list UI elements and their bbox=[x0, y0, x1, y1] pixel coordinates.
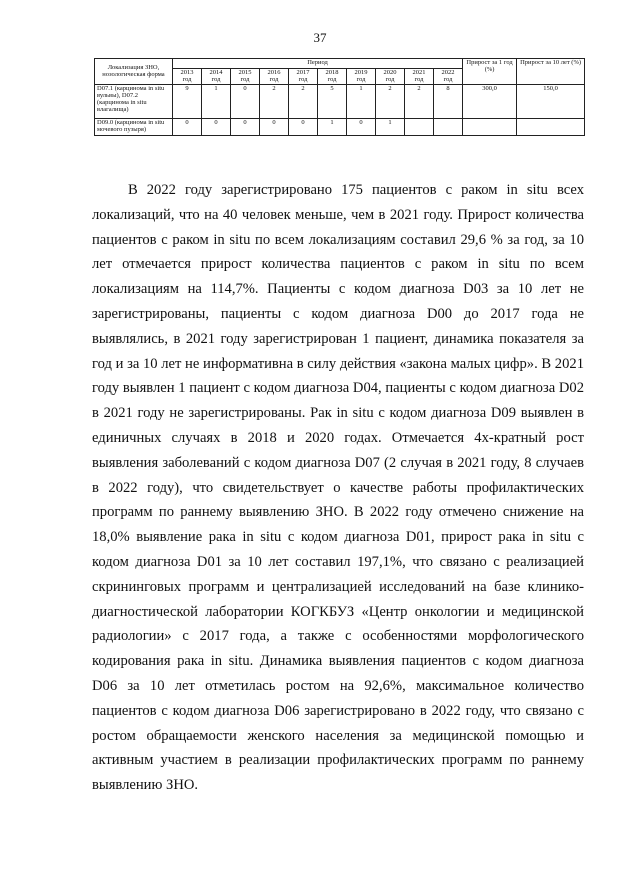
table-cell: 9 bbox=[173, 85, 202, 119]
paragraph: В 2022 году зарегистрировано 175 пациентов с раком in situ всех локализаций, что на 40 человек меньше, чем в 2021 году. Прирост количества пациентов с раком in situ по всем локализациям составил 29,6 % за год, за 10 лет отмечается прирост количества пациентов с раком in situ по всем локализациям на 114,7%. Пациенты с кодом диагноза D03 за 10 лет не зарегистрированы, пациенты с кодом диагноза D00 до 2017 года не выявлялись, в 2021 году зарегистрирован 1 пациент, динамика показателя за год и за 10 лет не информативна в силу действия «закона малых цифр». В 2021 году выявлен 1 пациент с кодом диагноза D04, пациенты с кодом диагноза D02 в 2021 году не зарегистрированы. Рак in situ с кодом диагноза D09 выявлен в единичных случаях в 2018 и 2020 годах. Отмечается 4х-кратный рост выявления заболеваний с кодом диагноза D07 (2 случая в 2021 году, 8 случаев в 2022 году), что свидетельствует о качестве работы профилактических программ по раннему выявлению ЗНО. В 2022 году отмечено снижение на 18,0% выявление рака in situ с кодом диагноза D01, прирост рака in situ с кодом диагноза D01 за 10 лет составил 197,1%, что связано с реализацией скрининговых программ и централизацией исследований на базе клинико-диагностической лаборатории КОГКБУЗ «Центр онкологии и медицинской радиологии» с 2017 года, а также с особенностями морфологического кодирования рака in situ. Динамика выявления пациентов с кодом диагноза D06 за 10 лет отметилась ростом на 92,6%, максимальное количество пациентов с кодом диагноза D06 зарегистрировано в 2022 году, что связано с ростом обращаемости женского населения за медицинской помощью и активным участием в реализации профилактических программ по раннему выявлению ЗНО. bbox=[92, 182, 584, 794]
growth-1y-cell bbox=[463, 119, 517, 136]
year-header: 2020 год bbox=[376, 68, 405, 85]
growth-10y-cell: 150,0 bbox=[517, 85, 585, 119]
year-header: 2013 год bbox=[173, 68, 202, 85]
table-cell: 0 bbox=[231, 119, 260, 136]
year-header: 2019 год bbox=[347, 68, 376, 85]
table-cell: 0 bbox=[289, 119, 318, 136]
table-cell: 0 bbox=[347, 119, 376, 136]
page-number: 37 bbox=[313, 30, 327, 45]
header-growth-10y: Прирост за 10 лет (%) bbox=[517, 59, 585, 85]
year-header: 2016 год bbox=[260, 68, 289, 85]
table-cell: 2 bbox=[260, 85, 289, 119]
table-cell: 8 bbox=[434, 85, 463, 119]
table-cell: 1 bbox=[347, 85, 376, 119]
table-cell: 2 bbox=[289, 85, 318, 119]
table-row bbox=[95, 85, 585, 119]
table-header-row bbox=[95, 59, 585, 69]
table-cell: 1 bbox=[376, 119, 405, 136]
row-location: D09.0 (карцинома in situ мочевого пузыря) bbox=[95, 119, 173, 136]
header-period: Период bbox=[173, 59, 463, 69]
body-text bbox=[92, 178, 584, 798]
table-cell: 5 bbox=[318, 85, 347, 119]
table-cell bbox=[434, 119, 463, 136]
table-cell: 2 bbox=[376, 85, 405, 119]
year-header: 2014 год bbox=[202, 68, 231, 85]
table-cell: 0 bbox=[173, 119, 202, 136]
header-growth-1y: Прирост за 1 год (%) bbox=[463, 59, 517, 85]
year-header: 2015 год bbox=[231, 68, 260, 85]
year-header: 2017 год bbox=[289, 68, 318, 85]
year-header: 2022 год bbox=[434, 68, 463, 85]
growth-10y-cell bbox=[517, 119, 585, 136]
growth-1y-cell: 300,0 bbox=[463, 85, 517, 119]
table-cell: 1 bbox=[202, 85, 231, 119]
year-header: 2018 год bbox=[318, 68, 347, 85]
table-cell: 0 bbox=[260, 119, 289, 136]
table-cell: 0 bbox=[231, 85, 260, 119]
table-cell: 1 bbox=[318, 119, 347, 136]
year-header: 2021 год bbox=[405, 68, 434, 85]
incidence-table bbox=[94, 58, 585, 136]
table-cell: 2 bbox=[405, 85, 434, 119]
table-cell: 0 bbox=[202, 119, 231, 136]
header-location: Локализация ЗНО, нозологическая форма bbox=[95, 59, 173, 85]
row-location: D07.1 (карцинома in situ вульвы), D07.2 (карцинома in situ влагалища) bbox=[95, 85, 173, 119]
table-cell bbox=[405, 119, 434, 136]
table-row bbox=[95, 119, 585, 136]
